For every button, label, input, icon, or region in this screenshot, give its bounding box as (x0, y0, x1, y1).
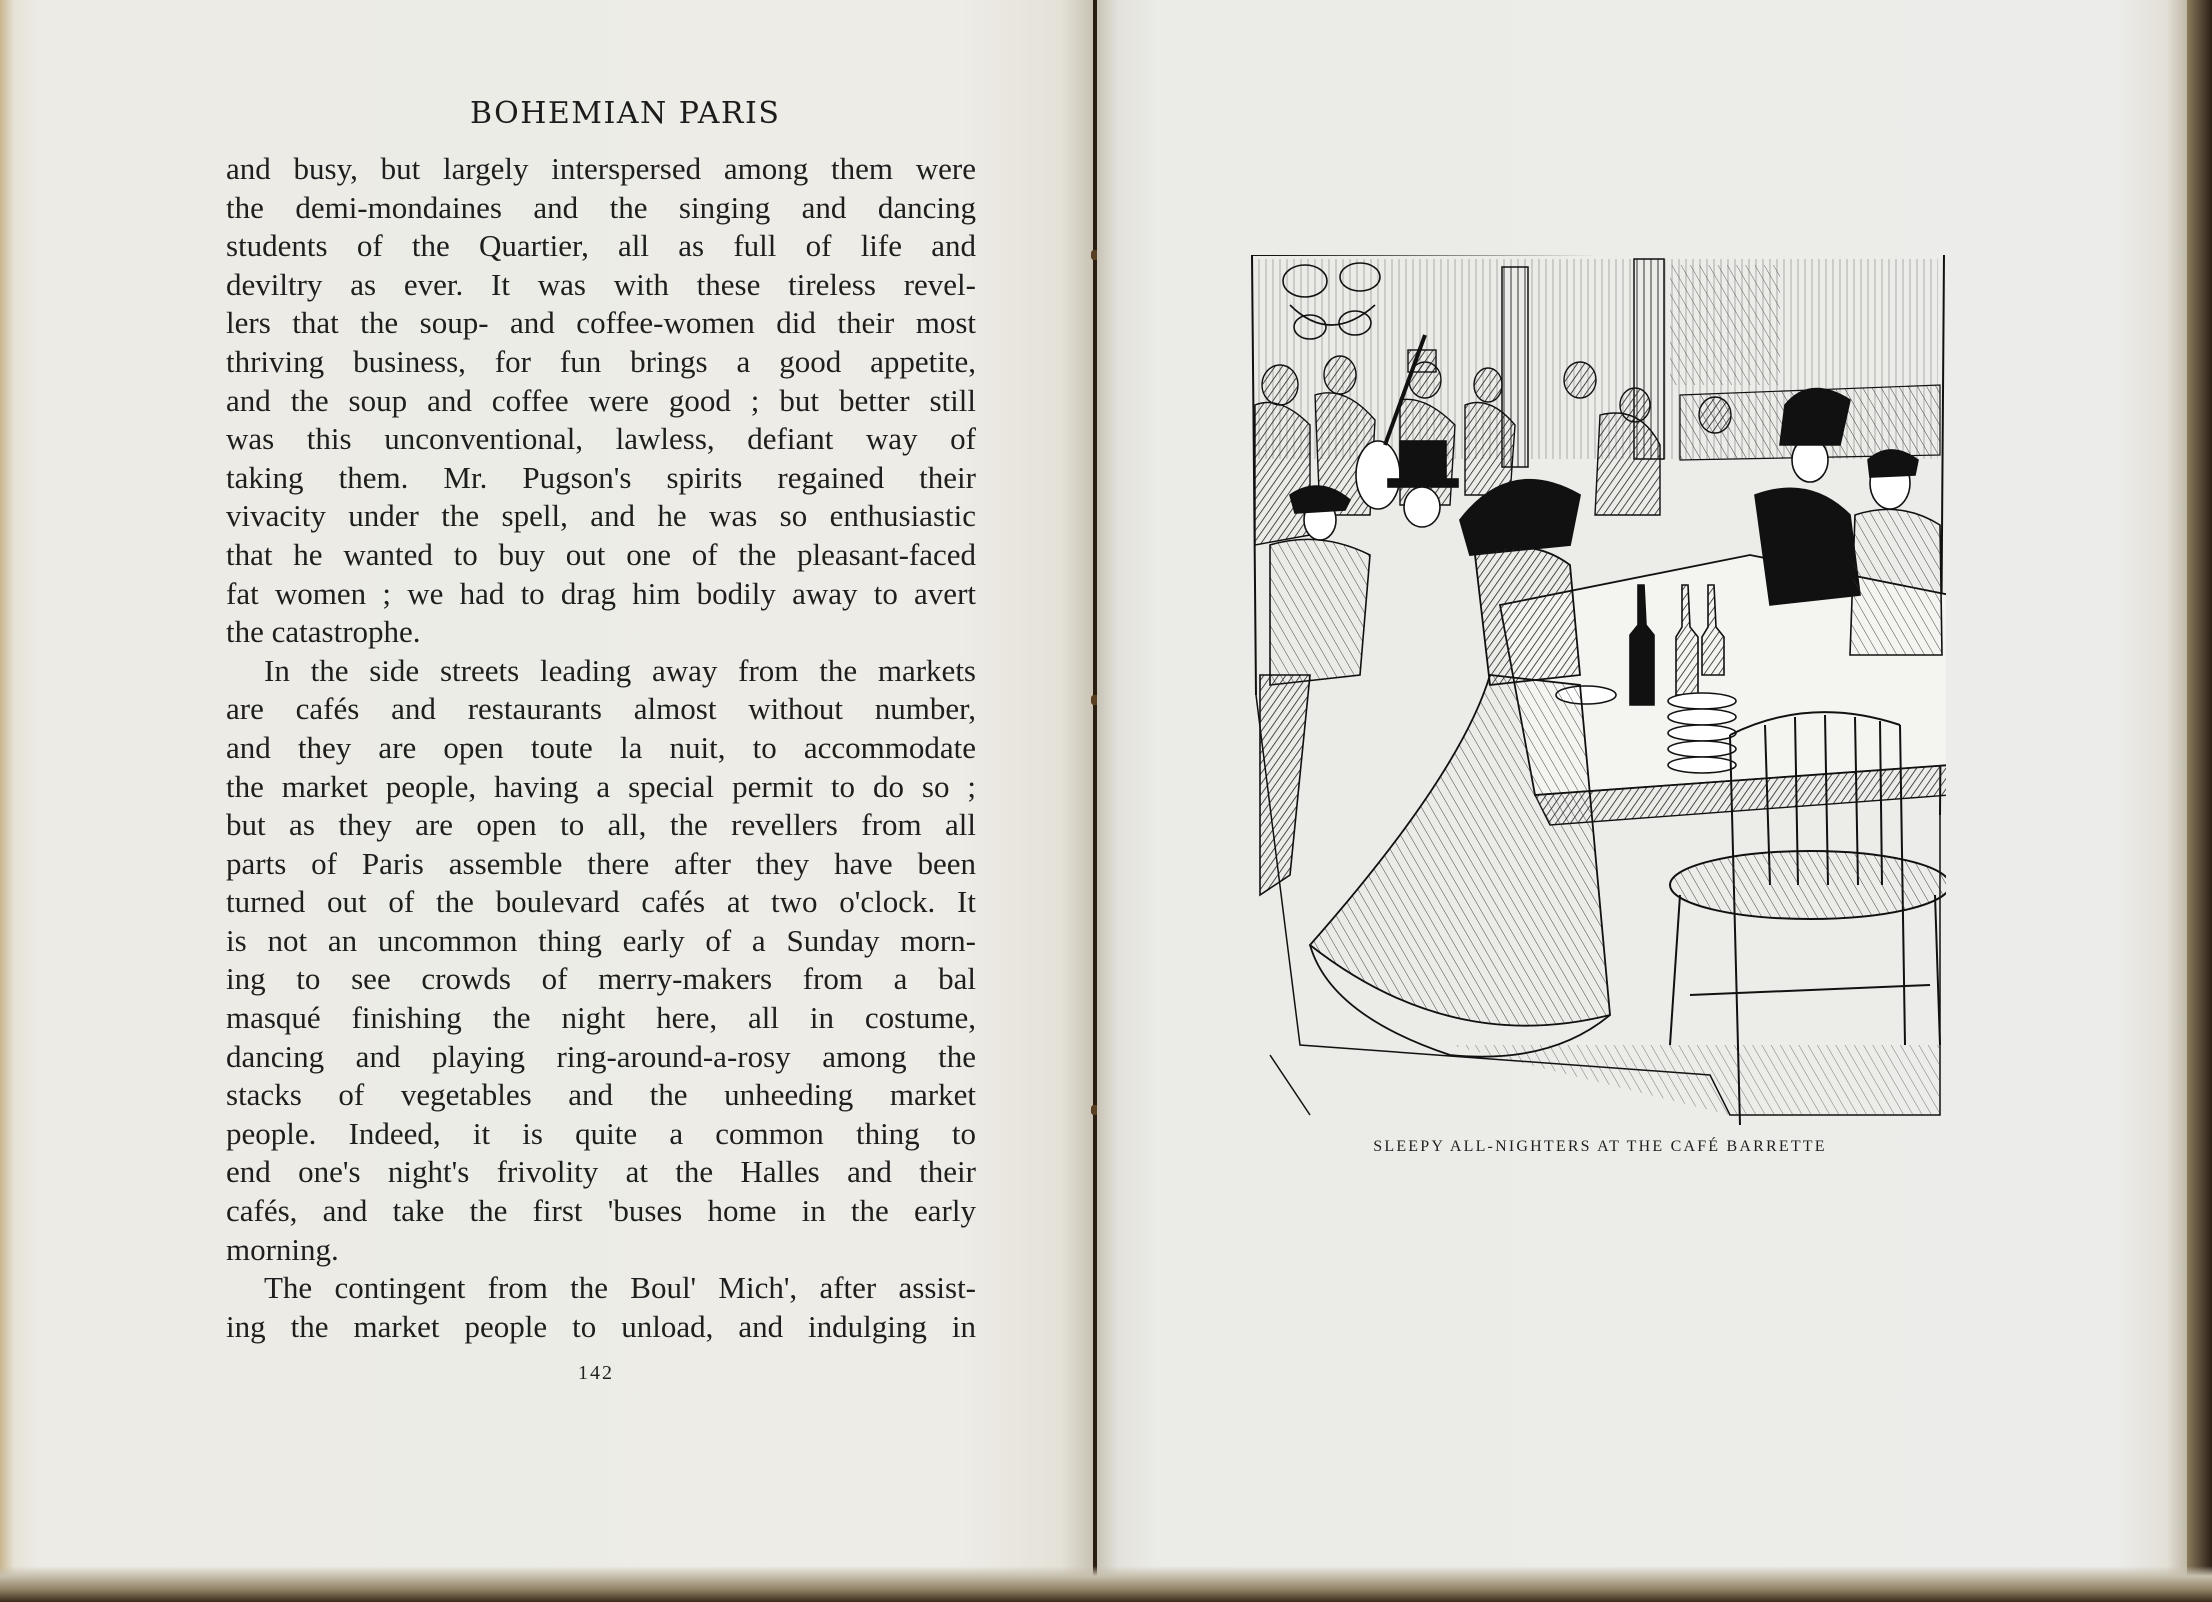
text-line: and busy, but largely interspersed among them were (226, 151, 976, 186)
cafe-illustration (1250, 255, 1946, 1125)
left-page (0, 0, 1093, 1594)
text-line: the catastrophe. (226, 614, 421, 650)
text-line: the market people, having a special permit to do so ; (226, 768, 976, 804)
text-line: was this unconventional, lawless, defiant way of (226, 421, 976, 457)
text-line: ing the market people to unload, and indulging in (226, 1308, 976, 1344)
text-line: end one's night's frivolity at the Halles and their (226, 1154, 976, 1190)
text-line: cafés, and take the first 'buses home in the early (226, 1193, 976, 1229)
text-line: but as they are open to all, the revellers from all (226, 807, 976, 843)
text-line: deviltry as ever. It was with these tireless revel- (226, 266, 976, 302)
illustration-caption: SLEEPY ALL-NIGHTERS AT THE CAFÉ BARRETTE (1373, 1138, 1827, 1155)
book-edge (2187, 0, 2212, 1602)
text-line: parts of Paris assemble there after they have been (226, 845, 976, 881)
text-line: ing to see crowds of merry-makers from a bal (226, 961, 976, 997)
text-line: masqué finishing the night here, all in costume, (226, 1000, 976, 1036)
text-line: In the side streets leading away from the markets (264, 652, 976, 688)
body-text (226, 150, 976, 1346)
running-head: BOHEMIAN PARIS (470, 96, 781, 131)
page-bottom-edge (0, 1566, 2212, 1602)
text-line: people. Indeed, it is quite a common thing to (226, 1115, 976, 1151)
text-line: dancing and playing ring-around-a-rosy among the (226, 1038, 976, 1074)
text-line: students of the Quartier, all as full of life and (226, 228, 976, 264)
text-line: thriving business, for fun brings a good appetite, (226, 343, 976, 379)
text-line: vivacity under the spell, and he was so enthusiastic (226, 498, 976, 534)
text-line: fat women ; we had to drag him bodily away to avert (226, 575, 976, 611)
text-line: lers that the soup- and coffee-women did their most (226, 305, 976, 341)
text-line: The contingent from the Boul' Mich', after assist- (264, 1270, 976, 1306)
text-line: turned out of the boulevard cafés at two o'clock. It (226, 884, 976, 920)
text-line: taking them. Mr. Pugson's spirits regained their (226, 459, 976, 495)
text-line: and they are open toute la nuit, to accommodate (226, 729, 976, 765)
text-line: morning. (226, 1231, 339, 1267)
text-line: the demi-mondaines and the singing and dancing (226, 189, 976, 225)
page-number: 142 (578, 1362, 614, 1384)
text-line: are cafés and restaurants almost without number, (226, 691, 976, 727)
text-line: stacks of vegetables and the unheeding market (226, 1077, 976, 1113)
text-line: is not an uncommon thing early of a Sunday morn- (226, 922, 976, 958)
text-line: that he wanted to buy out one of the pleasant-faced (226, 536, 976, 572)
text-line: and the soup and coffee were good ; but better still (226, 382, 976, 418)
